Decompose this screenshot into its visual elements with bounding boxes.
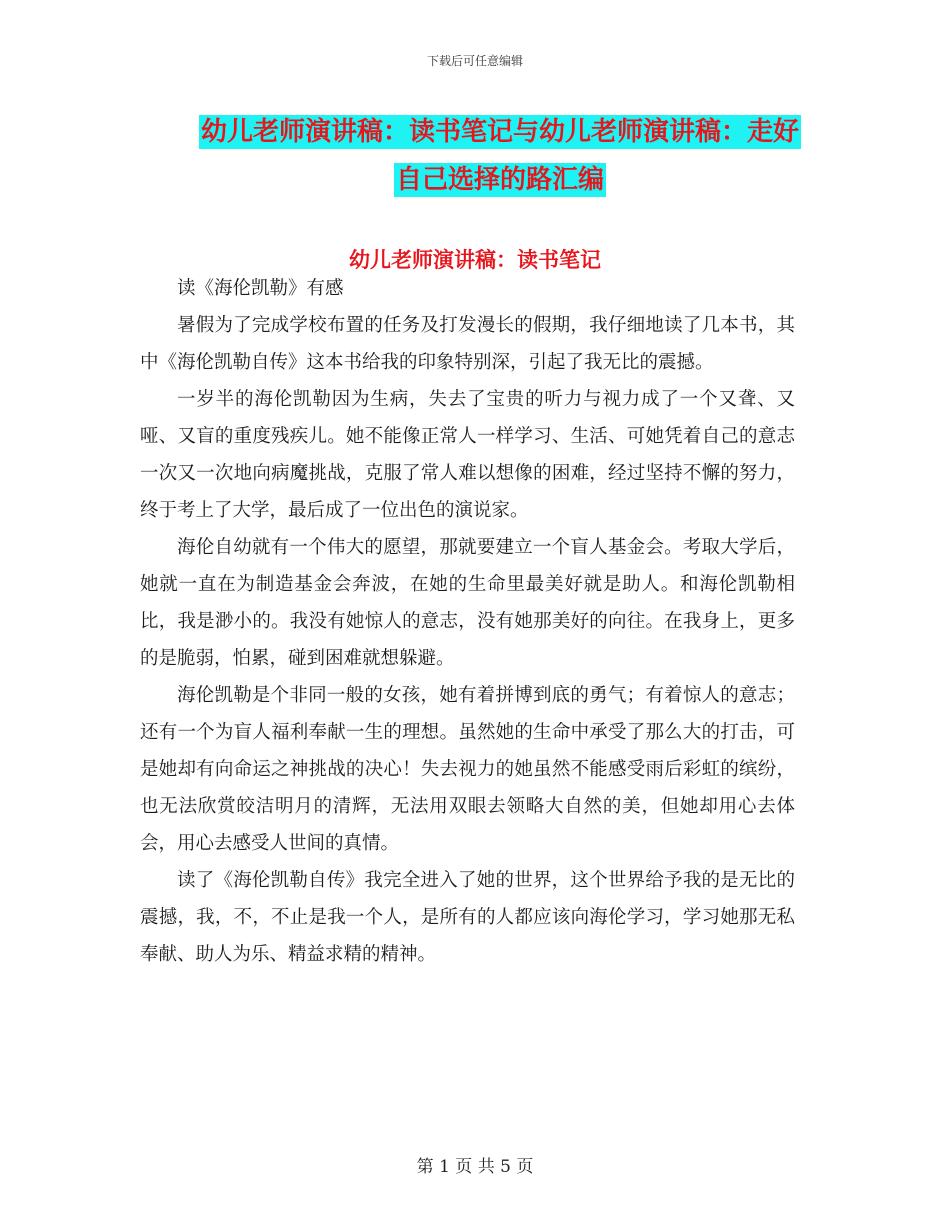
document-body: [140, 270, 795, 973]
section-title: 幼儿老师演讲稿：读书笔记: [349, 248, 601, 272]
paragraph: 一岁半的海伦凯勒因为生病，失去了宝贵的听力与视力成了一个又聋、又哑、又盲的重度残疾儿。她不能像正常人一样学习、生活、可她凭着自己的意志一次又一次地向病魔挑战，克服了常人难以想像的困难，经过坚持不懈的努力，终于考上了大学，最后成了一位出色的演说家。: [140, 389, 795, 521]
paragraph: 海伦凯勒是个非同一般的女孩，她有着拼博到底的勇气；有着惊人的意志；还有一个为盲人福利奉献一生的理想。虽然她的生命中承受了那么大的打击，可是她却有向命运之神挑战的决心！失去视力的她虽然不能感受雨后彩虹的缤纷，也无法欣赏皎洁明月的清辉，无法用双眼去领略大自然的美，但她却用心去体会，用心去感受人世间的真情。: [140, 685, 795, 854]
page-header: 下载后可任意编辑: [426, 54, 523, 68]
document-title: [190, 108, 810, 204]
page-footer: 第 1 页 共 5 页: [416, 1157, 534, 1177]
paragraph-subtitle: 读《海伦凯勒》有感: [177, 278, 344, 299]
paragraph: 读了《海伦凯勒自传》我完全进入了她的世界，这个世界给予我的是无比的震撼，我，不，不止是我一个人，是所有的人都应该向海伦学习，学习她那无私奉献、助人为乐、精益求精的精神。: [140, 870, 795, 965]
document-title-line-2: 自己选择的路汇编: [395, 165, 604, 195]
paragraph: 暑假为了完成学校布置的任务及打发漫长的假期，我仔细地读了几本书，其中《海伦凯勒自传》这本书给我的印象特别深，引起了我无比的震撼。: [140, 315, 795, 373]
paragraph: 海伦自幼就有一个伟大的愿望，那就要建立一个盲人基金会。考取大学后，她就一直在为制造基金会奔波，在她的生命里最美好就是助人。和海伦凯勒相比，我是渺小的。我没有她惊人的意志，没有她那美好的向往。在我身上，更多的是脆弱，怕累，碰到困难就想躲避。: [140, 537, 795, 669]
document-title-line-1: 幼儿老师演讲稿：读书笔记与幼儿老师演讲稿：走好: [200, 117, 799, 147]
